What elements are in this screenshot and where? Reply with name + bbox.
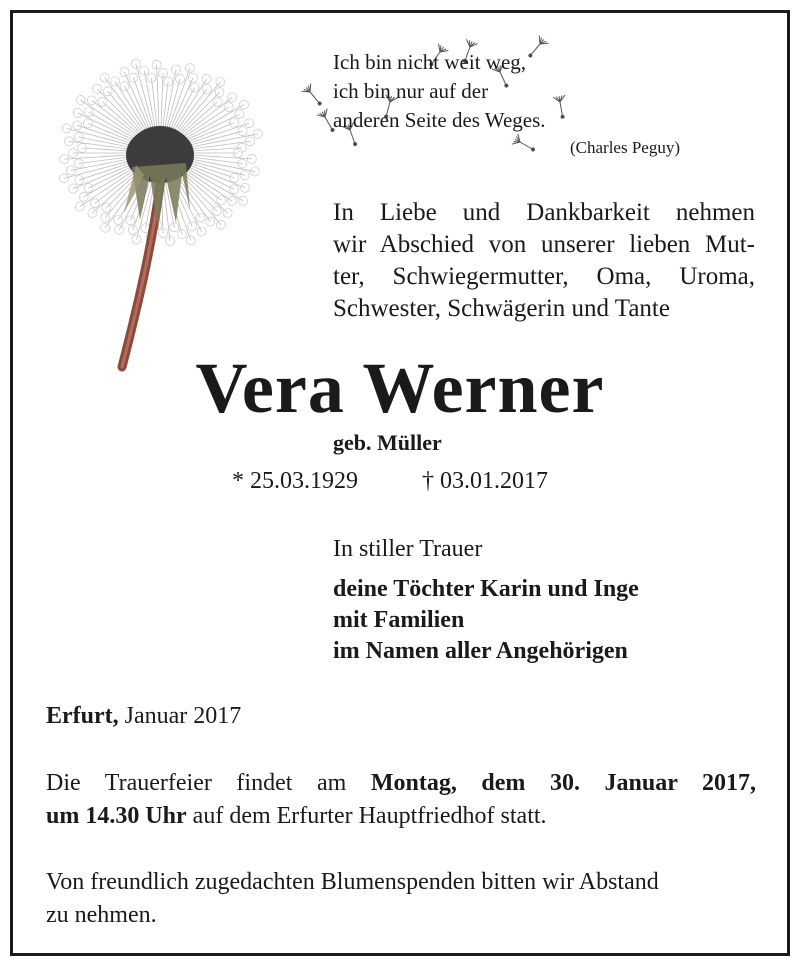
place-city: Erfurt, — [46, 703, 119, 729]
quote-block — [333, 48, 546, 135]
mourners-list — [333, 574, 639, 667]
birth-date: * 25.03.1929 — [232, 468, 358, 494]
mourner-line: deine Töchter Karin und Inge — [333, 576, 639, 602]
service-text: Die Trauerfeier findet am — [46, 770, 371, 796]
flowers-note — [46, 866, 756, 932]
death-date: † 03.01.2017 — [422, 468, 548, 494]
funeral-service-text — [46, 767, 756, 833]
mourner-line: mit Familien — [333, 607, 465, 633]
service-time: um 14.30 Uhr — [46, 803, 187, 829]
service-location: auf dem Erfurter Hauptfriedhof statt. — [186, 803, 547, 829]
flowers-line: Von freundlich zugedachten Blumenspenden bitten wir Abstand — [46, 869, 659, 895]
mourner-line: im Namen aller Angehörigen — [333, 638, 628, 664]
intro-line: ter, Schwiegermutter, Oma, Uroma, — [333, 263, 755, 290]
service-date: Montag, dem 30. Januar 2017, — [370, 770, 756, 796]
flowers-line: zu nehmen. — [46, 902, 157, 928]
place-month: Januar 2017 — [124, 703, 242, 729]
dandelion-illustration — [40, 45, 300, 375]
intro-text — [333, 197, 755, 325]
mourning-intro: In stiller Trauer — [333, 536, 483, 562]
intro-line: wir Abschied von unserer lieben Mut- — [333, 231, 755, 258]
maiden-name: geb. Müller — [333, 430, 442, 455]
quote-line: Ich bin nicht weit weg, — [333, 50, 527, 74]
quote-line: ich bin nur auf der — [333, 79, 489, 103]
intro-line: Schwester, Schwägerin und Tante — [333, 295, 670, 322]
quote-line: anderen Seite des Weges. — [333, 108, 546, 132]
place-date — [46, 703, 241, 730]
intro-line: In Liebe und Dankbarkeit nehmen — [333, 199, 755, 226]
quote-author: (Charles Peguy) — [570, 138, 681, 157]
deceased-name: Vera Werner — [195, 348, 605, 428]
